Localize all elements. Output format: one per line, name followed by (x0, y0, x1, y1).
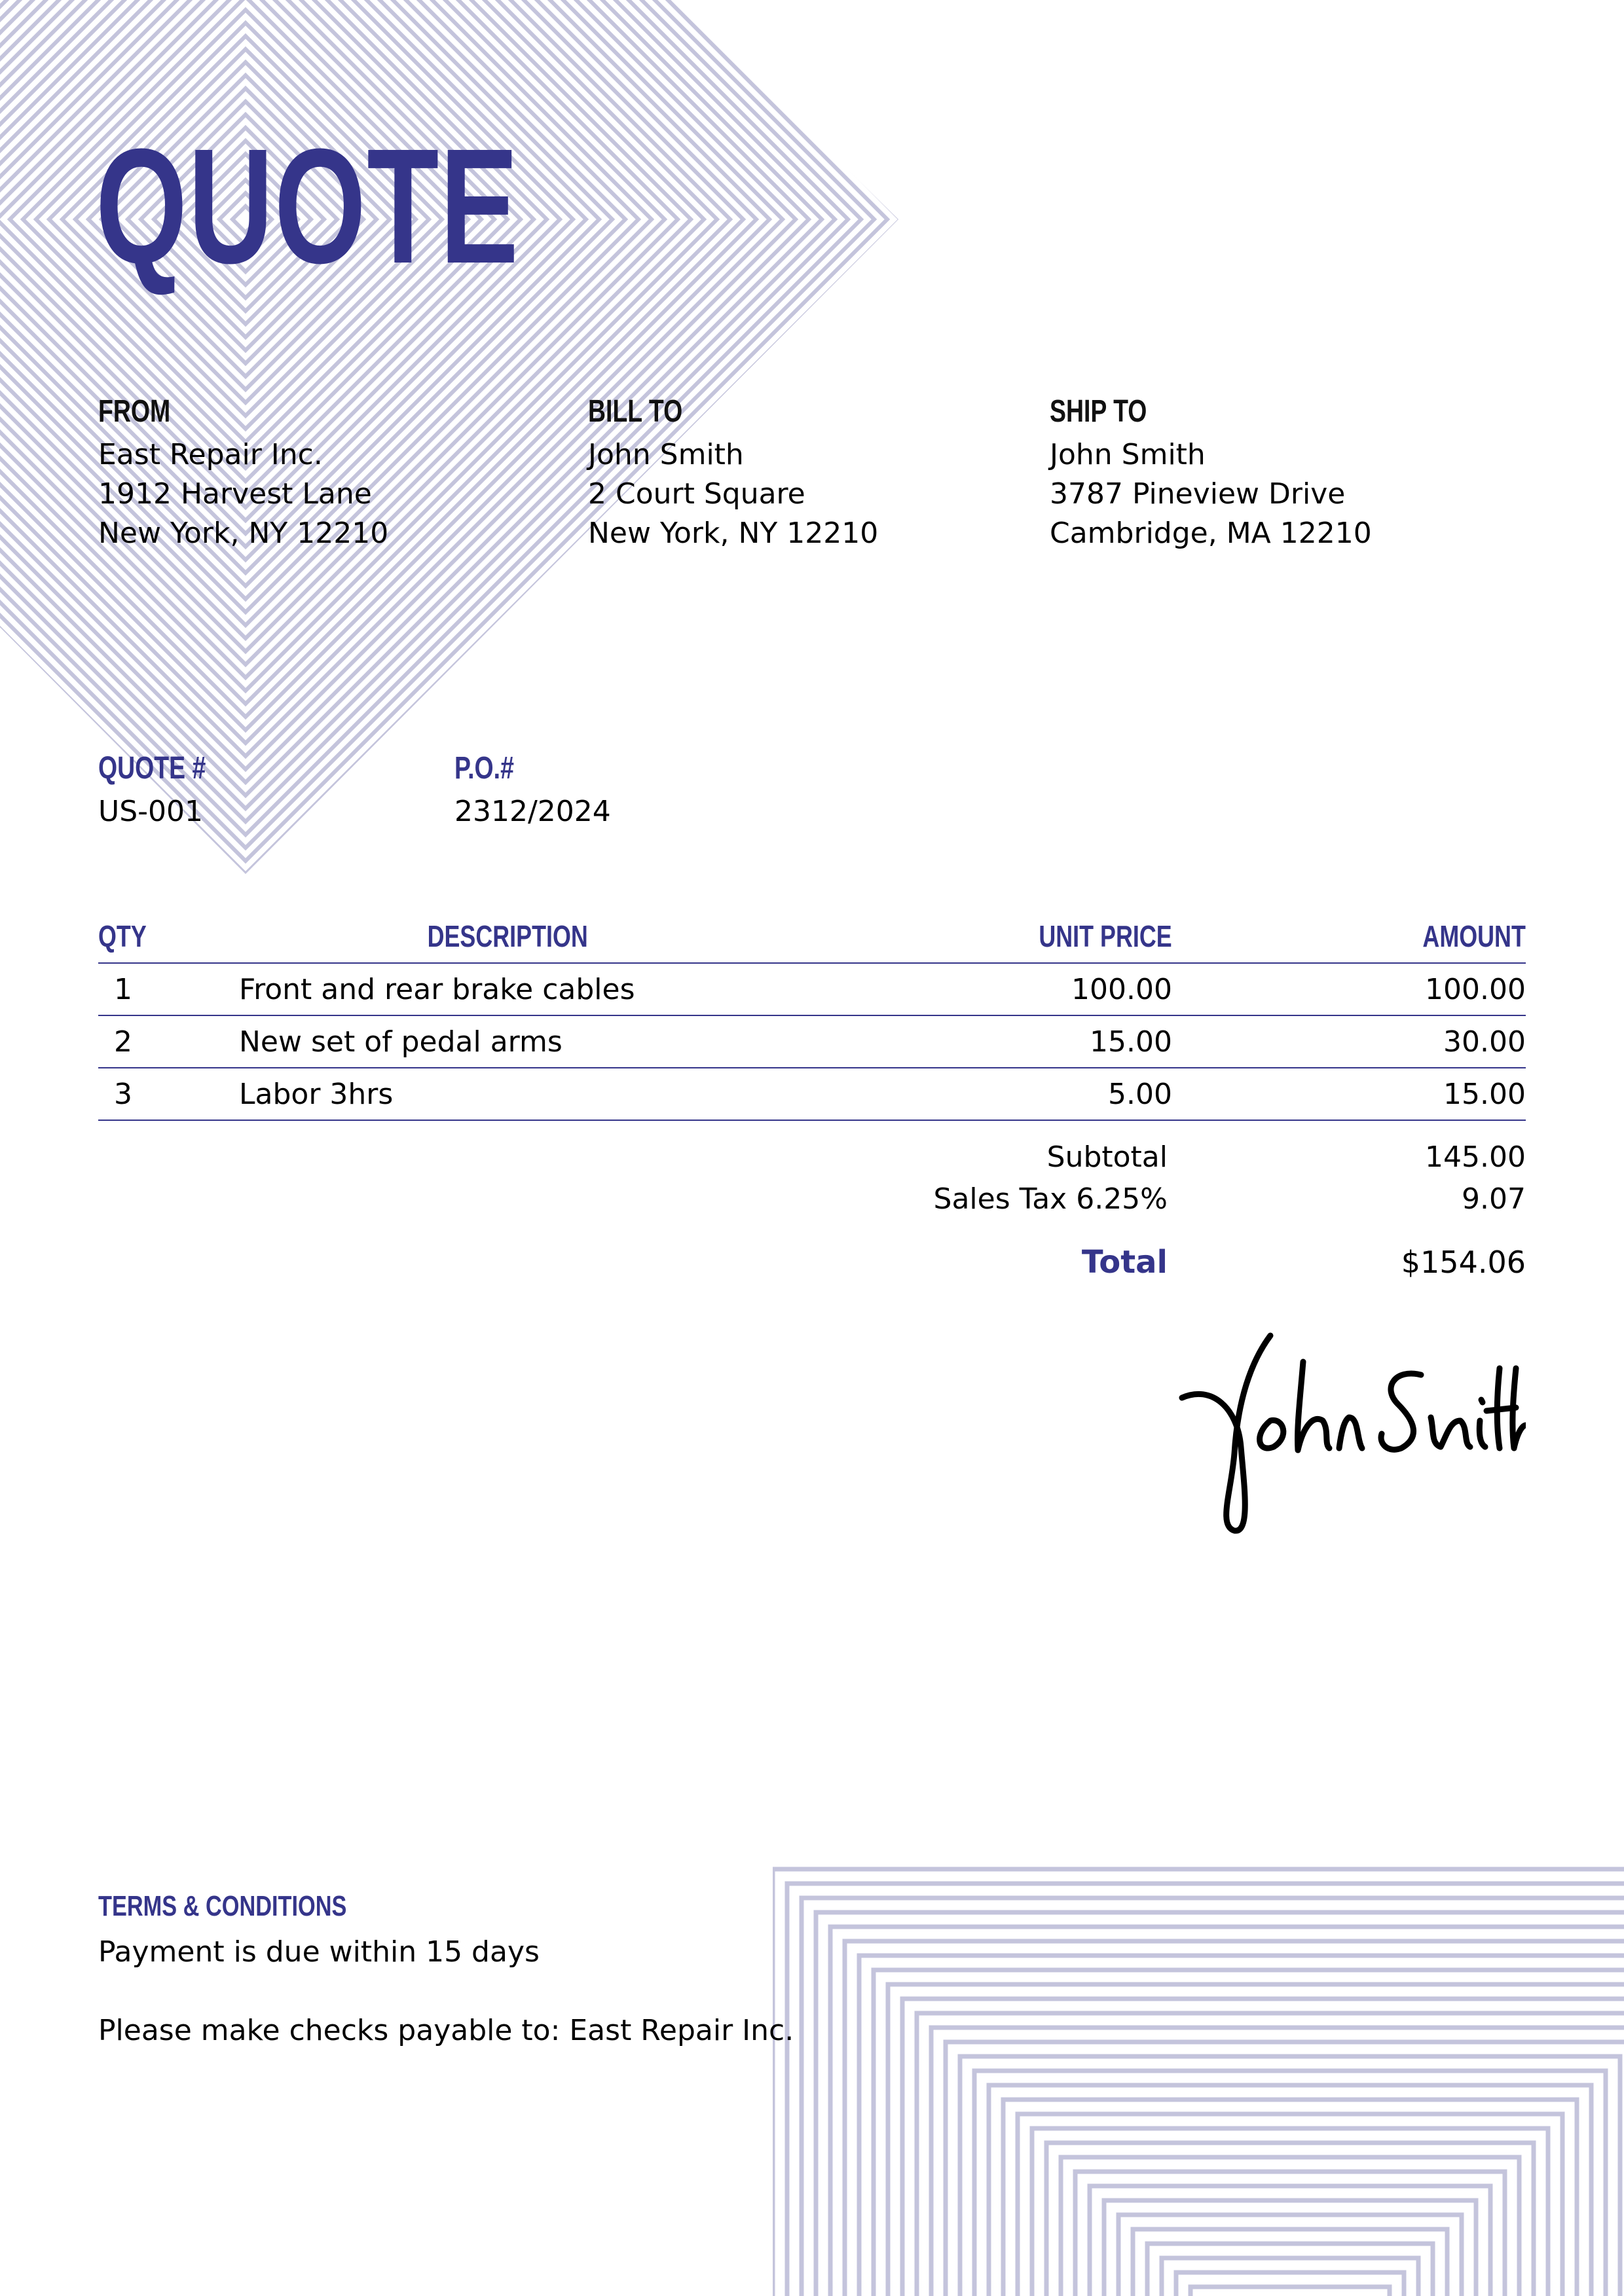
amount-header: AMOUNT (1172, 910, 1526, 963)
pattern-line (874, 1970, 1624, 2296)
from-line: New York, NY 12210 (98, 517, 389, 550)
row-qty: 3 (98, 1068, 210, 1120)
subtotal-row (851, 1136, 1526, 1178)
terms-line: Please make checks payable to: East Repair Inc. (98, 2014, 794, 2047)
row-description: New set of pedal arms (210, 1015, 805, 1068)
terms-label: TERMS & CONDITIONS (98, 1890, 347, 1922)
document-title: QUOTE (96, 115, 520, 297)
pattern-line (0, 0, 756, 730)
from-line: East Repair Inc. (98, 438, 323, 471)
quote-number-value: US-001 (98, 795, 203, 828)
quote-number-label: QUOTE # (98, 751, 206, 786)
ship-to-label: SHIP TO (1050, 394, 1147, 429)
from-line: 1912 Harvest Lane (98, 477, 372, 511)
pattern-line (1176, 2272, 1404, 2296)
table-row (98, 963, 1526, 1015)
unit-price-header: UNIT PRICE (805, 910, 1172, 963)
row-unit-price: 100.00 (805, 963, 1172, 1015)
ship-to-line: Cambridge, MA 12210 (1050, 517, 1372, 550)
ship-to-line: John Smith (1050, 438, 1206, 471)
pattern-line (1061, 2157, 1519, 2296)
table-row (98, 1068, 1526, 1120)
bill-to-label: BILL TO (588, 394, 683, 429)
nested-square-pattern (773, 1866, 1624, 2296)
pattern-line (1162, 2258, 1418, 2296)
po-number-value: 2312/2024 (454, 795, 611, 828)
pattern-line (1190, 2287, 1390, 2296)
row-unit-price: 5.00 (805, 1068, 1172, 1120)
tax-label: Sales Tax 6.25% (933, 1182, 1168, 1216)
signature-image (1172, 1322, 1526, 1539)
row-unit-price: 15.00 (805, 1015, 1172, 1068)
ship-to-block (1050, 396, 1372, 553)
table-header-row (98, 910, 1526, 963)
subtotal-label: Subtotal (1046, 1140, 1168, 1174)
row-qty: 1 (98, 963, 210, 1015)
total-label: Total (1081, 1244, 1168, 1281)
total-row (851, 1239, 1526, 1285)
description-header: DESCRIPTION (210, 910, 805, 963)
row-description: Front and rear brake cables (210, 963, 805, 1015)
subtotal-value: 145.00 (1425, 1140, 1526, 1174)
table-row (98, 1015, 1526, 1068)
from-label: FROM (98, 394, 171, 429)
bill-to-line: New York, NY 12210 (588, 517, 879, 550)
row-description: Labor 3hrs (210, 1068, 805, 1120)
terms-block (98, 1892, 794, 2050)
ship-to-line: 3787 Pineview Drive (1050, 477, 1346, 511)
row-amount: 30.00 (1172, 1015, 1526, 1068)
tax-row (851, 1178, 1526, 1220)
row-amount: 15.00 (1172, 1068, 1526, 1120)
row-amount: 100.00 (1172, 963, 1526, 1015)
bill-to-line: 2 Court Square (588, 477, 805, 511)
po-number-block (454, 753, 611, 831)
qty-header: QTY (98, 910, 210, 963)
pattern-line (1075, 2172, 1505, 2296)
bill-to-line: John Smith (588, 438, 744, 471)
pattern-line (787, 1884, 1624, 2296)
totals-block (851, 1136, 1526, 1285)
tax-value: 9.07 (1462, 1182, 1526, 1216)
quote-number-block (98, 753, 236, 831)
line-items-table (98, 910, 1526, 1121)
pattern-line (974, 2071, 1606, 2296)
bill-to-block (588, 396, 878, 553)
terms-line: Payment is due within 15 days (98, 1935, 540, 1969)
from-block (98, 396, 388, 553)
row-qty: 2 (98, 1015, 210, 1068)
pattern-line (989, 2085, 1591, 2296)
po-number-label: P.O.# (454, 751, 514, 786)
total-value: $154.06 (1401, 1245, 1526, 1280)
pattern-line (888, 1984, 1624, 2296)
